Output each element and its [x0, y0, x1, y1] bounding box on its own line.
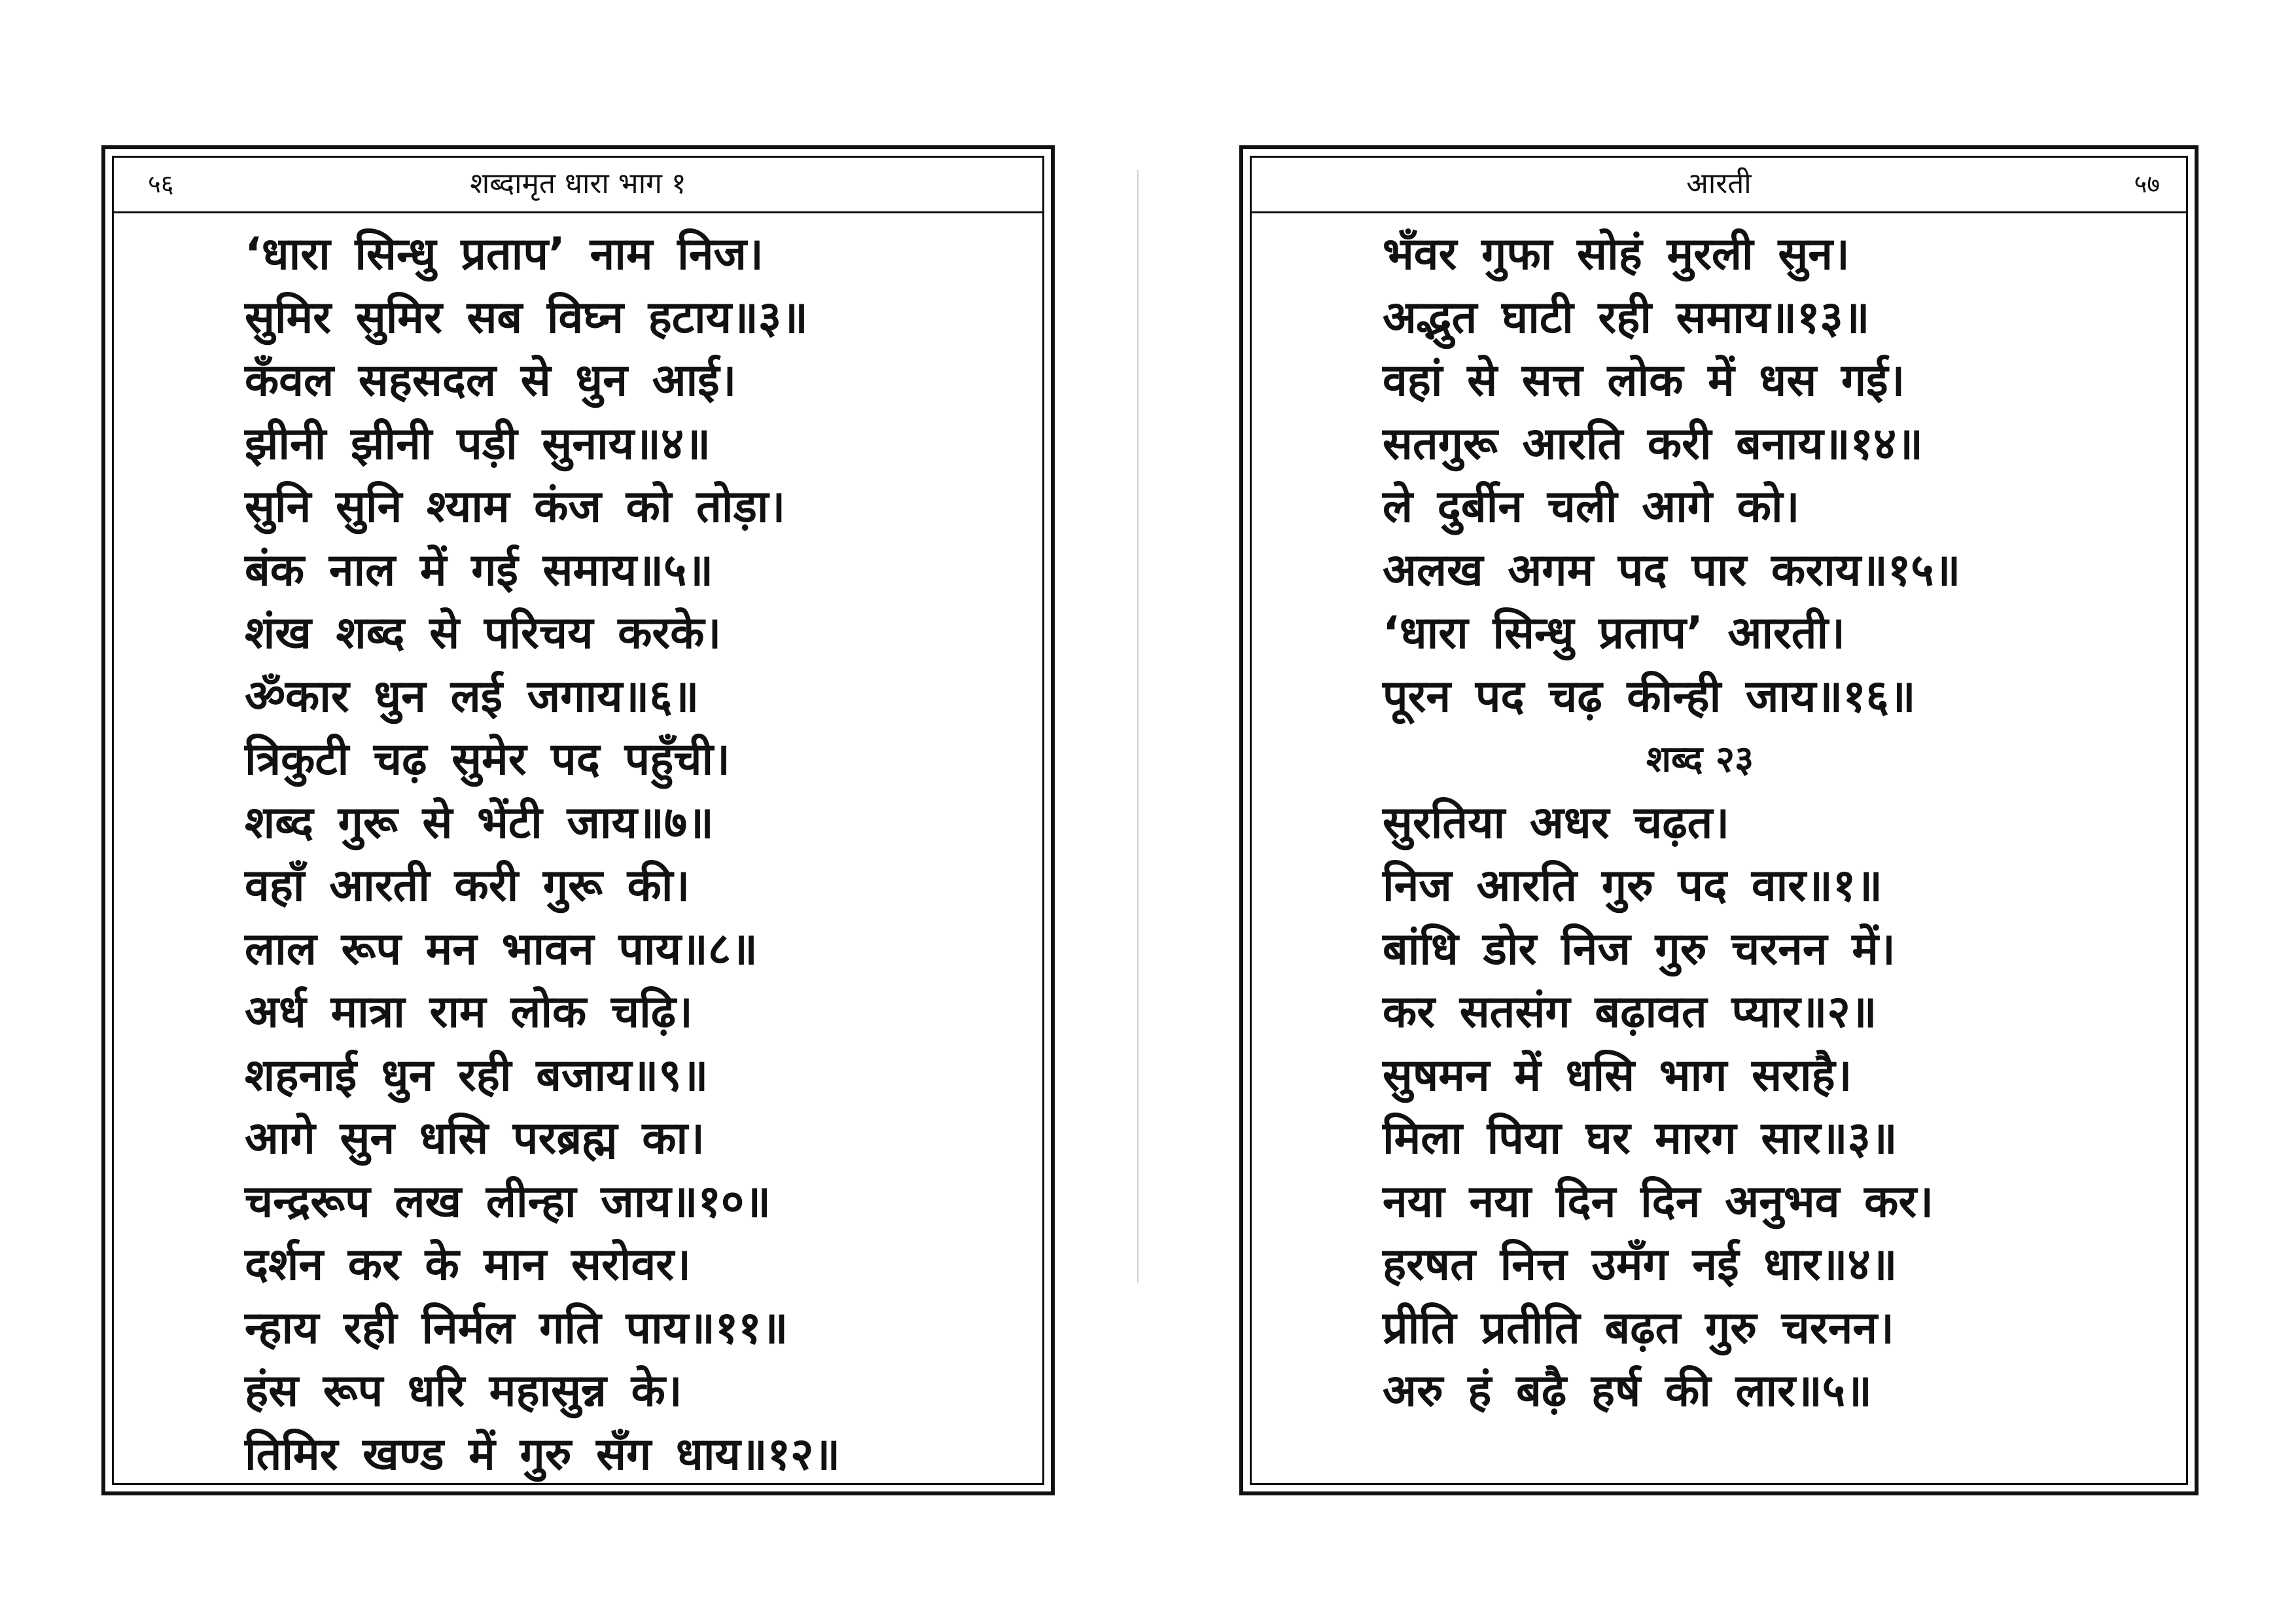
verse-line: बांधि डोर निज गुरु चरनन में।	[1383, 923, 1896, 975]
verse-line: ले दुर्बीन चली आगे को।	[1383, 481, 1800, 533]
right-page-inner-frame	[1250, 156, 2188, 1485]
verse-line: कर सतसंग बढ़ावत प्यार॥२॥	[1383, 986, 1877, 1038]
verse-line: तिमिर खण्ड में गुरु सँग धाय॥१२॥	[245, 1428, 841, 1480]
verse-line: सुमिर सुमिर सब विघ्न हटाय॥३॥	[245, 291, 808, 344]
verse-line: मिला पिया घर मारग सार॥३॥	[1383, 1113, 1898, 1164]
right-page-header	[1252, 158, 2186, 213]
verse-line: सुरतिया अधर चढ़त।	[1383, 796, 1730, 849]
right-running-title: आरती	[1686, 167, 1752, 200]
verse-line: आगे सुन धसि परब्रह्म का।	[245, 1113, 705, 1164]
verse-line: अर्ध मात्रा राम लोक चढ़ि।	[245, 986, 693, 1038]
verse-line: शहनाई धुन रही बजाय॥९॥	[245, 1049, 709, 1101]
left-verse-list	[245, 223, 958, 1486]
verse-line: त्रिकुटी चढ़ सुमेर पद पहुँची।	[245, 734, 730, 785]
verse-line: सुनि सुनि श्याम कंज को तोड़ा।	[245, 481, 786, 533]
verse-line: चन्द्ररूप लख लीन्हा जाय॥१०॥	[245, 1175, 771, 1228]
verse-line: बंक नाल में गई समाय॥५॥	[245, 544, 714, 596]
verse-line: शब्द गुरू से भेंटी जाय॥७॥	[245, 796, 714, 849]
verse-line: लाल रूप मन भावन पाय॥८॥	[245, 923, 758, 975]
verse-line: झीनी झीनी पड़ी सुनाय॥४॥	[245, 418, 711, 470]
scan-gutter-line	[1137, 170, 1139, 1283]
verse-line: ‘धारा सिन्धु प्रताप’ नाम निज।	[245, 228, 764, 280]
verse-line: अद्भुत घाटी रही समाय॥१३॥	[1383, 291, 1870, 344]
verse-line: न्हाय रही निर्मल गति पाय॥११॥	[245, 1302, 788, 1354]
left-page-header	[114, 158, 1042, 213]
right-verse-list	[1383, 223, 2057, 1423]
verse-line: निज आरति गुरु पद वार॥१॥	[1383, 860, 1882, 912]
verse-line: ‘धारा सिन्धु प्रताप’ आरती।	[1383, 607, 1845, 659]
left-page-number: ५६	[148, 169, 174, 198]
left-page	[101, 145, 1055, 1495]
verse-line: सुषमन में धसि भाग सराहै।	[1383, 1049, 1852, 1101]
verse-line: दर्शन कर के मान सरोवर।	[245, 1239, 691, 1291]
verse-line: हरषत नित्त उमँग नई धार॥४॥	[1383, 1239, 1898, 1291]
left-page-inner-frame	[112, 156, 1044, 1485]
verse-line: वहां से सत्त लोक में धस गई।	[1383, 355, 1905, 406]
right-page	[1239, 145, 2199, 1495]
verse-line: पूरन पद चढ़ कीन्ही जाय॥१६॥	[1383, 670, 1916, 722]
left-running-title: शब्दामृत धारा भाग १	[470, 167, 686, 200]
verse-line: नया नया दिन दिन अनुभव कर।	[1383, 1175, 1934, 1228]
verse-line: ॐकार धुन लई जगाय॥६॥	[245, 670, 699, 722]
verse-line: शंख शब्द से परिचय करके।	[245, 607, 722, 659]
verse-line: कँवल सहसदल से धुन आई।	[245, 355, 737, 406]
verse-line: अलख अगम पद पार कराय॥१५॥	[1383, 544, 1961, 596]
verse-line: हंस रूप धरि महासुन्न के।	[245, 1365, 682, 1417]
verse-line: भँवर गुफा सोहं मुरली सुन।	[1383, 228, 1850, 280]
verse-line: प्रीति प्रतीति बढ़त गुरु चरनन।	[1383, 1302, 1894, 1354]
verse-line: वहाँ आरती करी गुरू की।	[245, 860, 690, 912]
right-page-number: ५७	[2134, 169, 2160, 198]
section-heading: शब्द २३	[1646, 738, 1754, 781]
verse-line: सतगुरू आरति करी बनाय॥१४॥	[1383, 418, 1924, 470]
verse-line: अरु हं बढ़ै हर्ष की लार॥५॥	[1383, 1365, 1872, 1417]
